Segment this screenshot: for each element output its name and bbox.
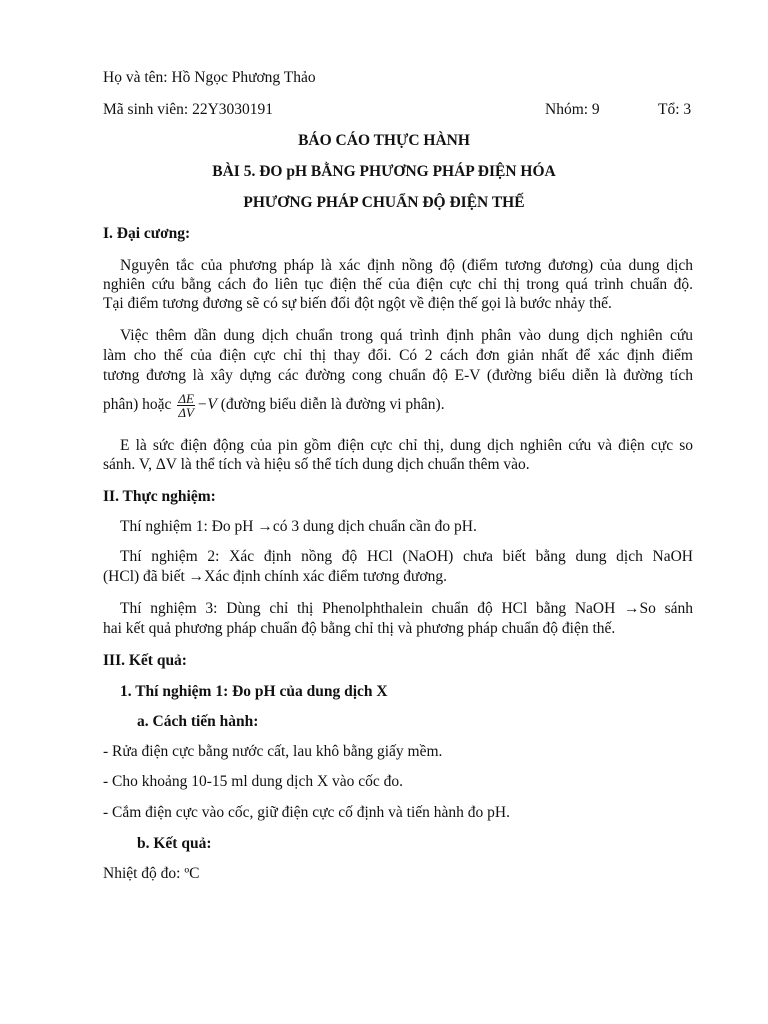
procedure-heading: a. Cách tiến hành: — [137, 713, 259, 730]
lesson-title: BÀI 5. ĐO pH BẰNG PHƯƠNG PHÁP ĐIỆN HÓA — [212, 163, 556, 180]
paragraph-line: Nguyên tắc của phương pháp là xác định nồng độ (điểm tương đương) của dung dịch — [120, 257, 693, 274]
method-title: PHƯƠNG PHÁP CHUẨN ĐỘ ĐIỆN THẾ — [243, 194, 525, 211]
paragraph-line: E là sức điện động của pin gồm điện cực chỉ thị, dung dịch nghiên cứu và điện cực so — [120, 437, 693, 454]
team-number: Tổ: 3 — [658, 101, 692, 118]
formula-tail: −V — [196, 396, 217, 413]
temperature-line: Nhiệt độ đo: ºC — [103, 865, 200, 882]
formula-suffix: (đường biểu diễn là đường vi phân). — [220, 396, 445, 413]
experiment-3-line: Thí nghiệm 3: Dùng chỉ thị Phenolphthalein chuẩn độ HCl bằng NaOH →So sánh — [120, 600, 693, 617]
section-3-heading: III. Kết quả: — [103, 652, 187, 669]
report-title: BÁO CÁO THỰC HÀNH — [298, 132, 470, 149]
paragraph-line: Tại điểm tương đương sẽ có sự biến đổi đột ngột về điện thế gọi là bước nhảy thế. — [103, 295, 612, 312]
delta-e-over-delta-v-formula — [177, 392, 195, 419]
procedure-step: - Cắm điện cực vào cốc, giữ điện cực cố định và tiến hành đo pH. — [103, 804, 510, 821]
experiment-3-line: hai kết quả phương pháp chuẩn độ bằng chỉ thị và phương pháp chuẩn độ điện thế. — [103, 620, 616, 637]
group-number: Nhóm: 9 — [545, 101, 600, 118]
paragraph-line: Việc thêm dần dung dịch chuẩn trong quá trình định phân vào dung dịch nghiên cứu — [120, 327, 693, 344]
student-id: Mã sinh viên: 22Y3030191 — [103, 101, 274, 118]
procedure-step: - Rửa điện cực bằng nước cất, lau khô bằng giấy mềm. — [103, 743, 443, 760]
experiment-1: Thí nghiệm 1: Đo pH →có 3 dung dịch chuẩn cần đo pH. — [120, 518, 477, 535]
formula-prefix: phân) hoặc — [103, 396, 172, 413]
experiment-2-line: (HCl) đã biết →Xác định chính xác điểm tương đương. — [103, 568, 447, 585]
paragraph-line: sánh. V, ΔV là thể tích và hiệu số thể tích dung dịch chuẩn thêm vào. — [103, 456, 530, 473]
procedure-step: - Cho khoảng 10-15 ml dung dịch X vào cốc đo. — [103, 773, 404, 790]
experiment-2-line: Thí nghiệm 2: Xác định nồng độ HCl (NaOH) chưa biết bằng dung dịch NaOH — [120, 548, 693, 565]
student-name: Họ và tên: Hồ Ngọc Phương Thảo — [103, 69, 316, 86]
formula-denominator: ΔV — [178, 404, 194, 420]
formula-numerator: ΔE — [178, 390, 194, 406]
paragraph-line-with-formula — [103, 390, 445, 420]
paragraph-line: tương đương là xây dựng các đường cong chuẩn độ E-V (đường biểu diễn là đường tích — [103, 367, 693, 384]
paragraph-line: nghiên cứu bằng cách đo liên tục điện thế của điện cực chỉ thị trong quá trình chuẩn độ. — [103, 276, 693, 293]
paragraph-line: làm cho thế của điện cực chỉ thị thay đổi. Có 2 cách đơn giản nhất để xác định điểm — [103, 347, 693, 364]
experiment-1-heading: 1. Thí nghiệm 1: Đo pH của dung dịch X — [120, 683, 388, 700]
section-2-heading: II. Thực nghiệm: — [103, 488, 216, 505]
section-1-heading: I. Đại cương: — [103, 225, 191, 242]
results-heading: b. Kết quả: — [137, 835, 212, 852]
